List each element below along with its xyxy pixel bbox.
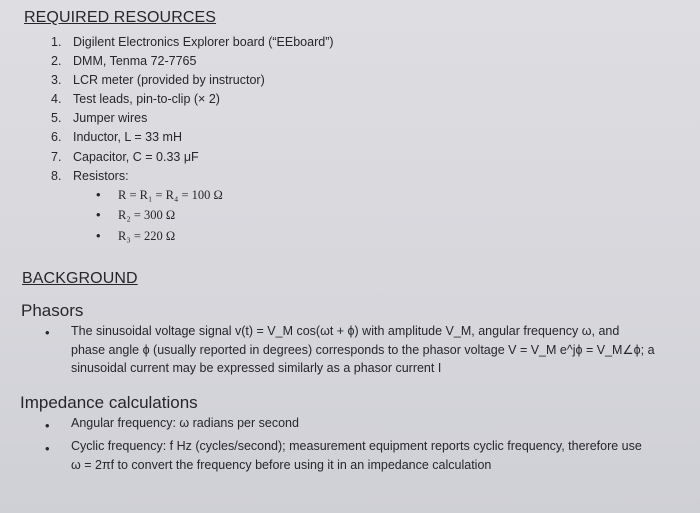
resource-item-3 bbox=[51, 73, 265, 87]
item-number: 3. bbox=[51, 73, 62, 87]
item-text: Resistors: bbox=[73, 169, 129, 183]
bullet-dot: • bbox=[96, 228, 101, 243]
bullet-dot: • bbox=[45, 325, 50, 340]
item-number: 2. bbox=[51, 54, 62, 68]
bullet-dot: • bbox=[96, 187, 101, 202]
resource-item-4 bbox=[51, 92, 220, 106]
item-number: 1. bbox=[51, 35, 62, 49]
bullet-dot: • bbox=[45, 441, 50, 456]
item-number: 6. bbox=[51, 130, 62, 144]
item-text: Digilent Electronics Explorer board (“EEboard”) bbox=[73, 35, 334, 49]
bullet-dot: • bbox=[96, 207, 101, 222]
item-text: DMM, Tenma 72-7765 bbox=[73, 54, 197, 68]
item-text: Test leads, pin-to-clip (× 2) bbox=[73, 92, 220, 106]
resource-item-2 bbox=[51, 54, 196, 68]
phasors-line-3: sinusoidal current may be expressed similarly as a phasor current I bbox=[71, 361, 442, 375]
item-text: Capacitor, C = 0.33 μF bbox=[73, 150, 199, 164]
item-number: 8. bbox=[51, 169, 62, 183]
resource-item-6 bbox=[51, 130, 182, 144]
item-number: 7. bbox=[51, 150, 62, 164]
background-heading: BACKGROUND bbox=[22, 270, 138, 287]
impedance-title: Impedance calculations bbox=[20, 393, 198, 412]
required-resources-heading: REQUIRED RESOURCES bbox=[24, 9, 217, 26]
angular-frequency-line: Angular frequency: ω radians per second bbox=[71, 416, 299, 430]
cyclic-frequency-line-2: ω = 2πf to convert the frequency before using it in an impedance calculation bbox=[71, 458, 492, 472]
resource-item-5 bbox=[51, 111, 147, 125]
cyclic-frequency-line-1: Cyclic frequency: f Hz (cycles/second); measurement equipment reports cyclic frequency, therefore use bbox=[71, 439, 642, 453]
bullet-dot: • bbox=[45, 418, 50, 433]
item-text: Inductor, L = 33 mH bbox=[73, 130, 182, 144]
phasors-line-1: The sinusoidal voltage signal v(t) = V_M cos(ωt + ϕ) with amplitude V_M, angular frequency ω, and bbox=[71, 324, 620, 338]
resistor-r3: R₃ = 220 Ω bbox=[118, 229, 176, 243]
item-number: 5. bbox=[51, 111, 62, 125]
resistor-r-r1-r4: R = R₁ = R₄ = 100 Ω bbox=[118, 188, 223, 202]
resource-item-1 bbox=[51, 35, 334, 49]
resource-item-7 bbox=[51, 150, 199, 164]
item-number: 4. bbox=[51, 92, 62, 106]
resistor-r2: R₂ = 300 Ω bbox=[118, 208, 176, 222]
phasors-title: Phasors bbox=[21, 301, 84, 320]
item-text: Jumper wires bbox=[73, 111, 148, 125]
phasors-line-2: phase angle ϕ (usually reported in degrees) corresponds to the phasor voltage V = V_M e^jϕ = V_M∠ϕ; a bbox=[71, 343, 655, 357]
resource-item-8 bbox=[51, 169, 129, 183]
item-text: LCR meter (provided by instructor) bbox=[73, 73, 265, 87]
